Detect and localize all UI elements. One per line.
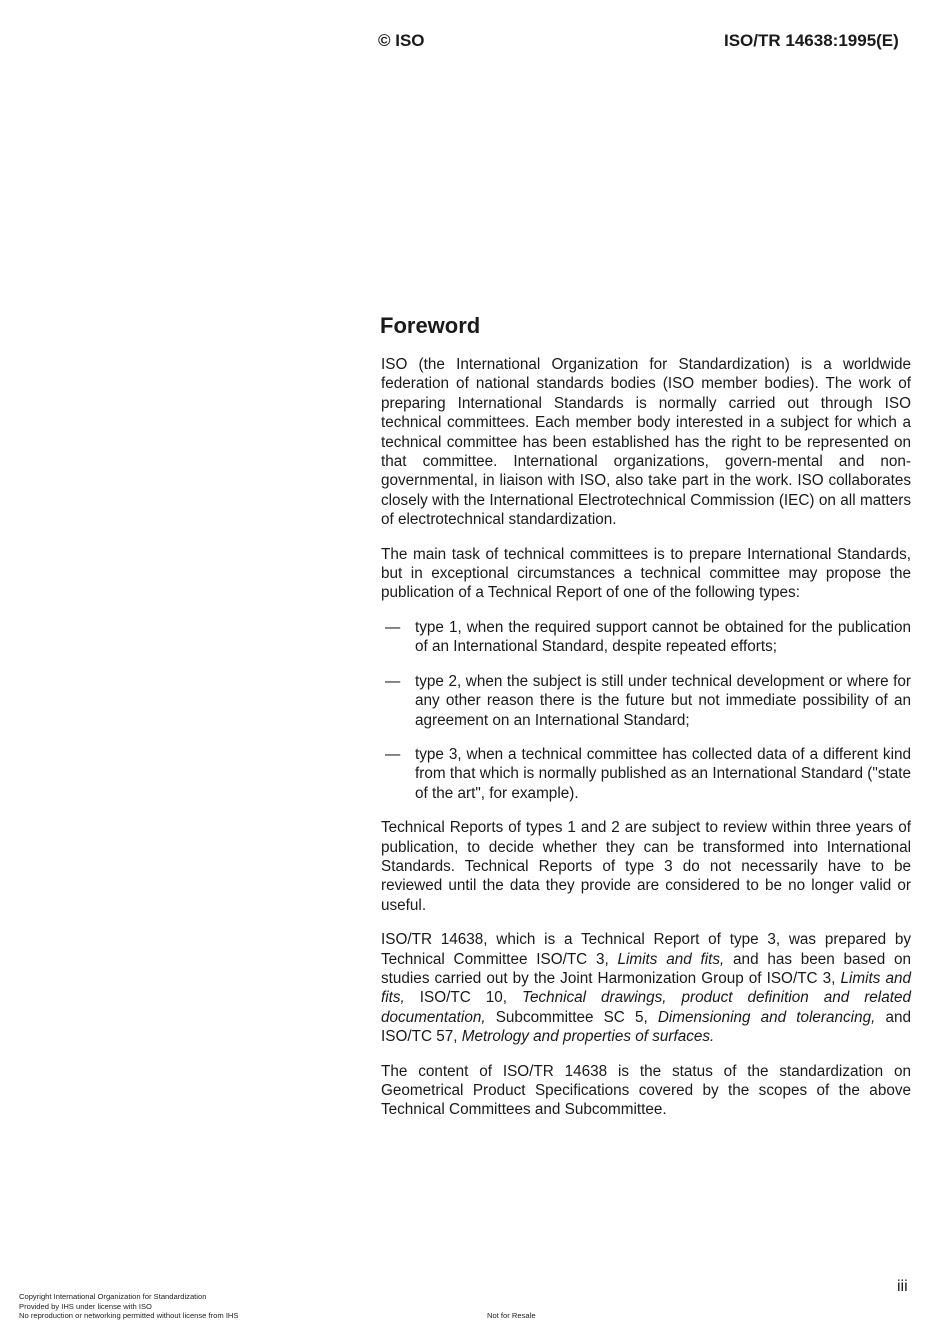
list-item	[381, 618, 911, 657]
text-run: ISO/TR 14638, which is a Technical Report of type 3, was prepared by Technical Committee ISO/TC 3,	[381, 931, 911, 968]
footer-line: Copyright International Organization for Standardization	[19, 1292, 207, 1301]
italic-committee-title: Metrology and properties of surfaces.	[461, 1028, 715, 1046]
header-copyright: © ISO	[378, 31, 425, 50]
paragraph-review: Technical Reports of types 1 and 2 are subject to review within three years of publication, to decide whether they can be transformed into International Standards. Technical Reports of type 3 do not necessarily have to be reviewed until the data they provide are considered to be no longer valid or useful.	[381, 819, 911, 914]
text-run: Subcommittee SC 5,	[485, 1008, 658, 1026]
paragraph-preparation	[381, 930, 911, 1046]
paragraph-content: The content of ISO/TR 14638 is the status of the standardization on Geometrical Product Specifications covered by the scopes of the above Technical Committees and Subcommittee.	[381, 1062, 911, 1119]
footer-line: Provided by IHS under license with ISO	[19, 1301, 152, 1311]
dash-bullet: —	[385, 745, 401, 763]
foreword-body	[381, 355, 911, 1135]
copyright-footer	[19, 1292, 238, 1321]
page-number: iii	[897, 1278, 908, 1295]
page-title: Foreword	[380, 313, 481, 338]
dash-bullet: —	[385, 672, 401, 690]
italic-committee-title: Limits and fits,	[617, 950, 725, 968]
italic-committee-title: Limits and fits,	[381, 969, 911, 1007]
list-item-text: type 2, when the subject is still under technical development or where for any other reason there is the future but not immediate possibility of an agreement on an International Standard;	[415, 672, 911, 729]
italic-committee-title: Dimensioning and tolerancing,	[657, 1008, 876, 1026]
not-for-resale-notice: Not for Resale	[487, 1311, 536, 1320]
text-run: and has been based on studies carried out by the Joint Harmonization Group of ISO/TC 3,	[381, 950, 911, 987]
list-item-text: type 1, when the required support cannot be obtained for the publication of an International Standard, despite repeated efforts;	[415, 618, 911, 656]
footer-line: No reproduction or networking permitted without license from IHS	[19, 1311, 239, 1320]
dash-bullet: —	[385, 618, 401, 636]
paragraph-iso-intro: ISO (the International Organization for Standardization) is a worldwide federation of national standards bodies (ISO member bodies). The work of preparing International Standards is normally carried out through ISO technical committees. Each member body interested in a subject for which a technical committee has been established has the right to be represented on that committee. International organizations, govern-mental and non-governmental, in liaison with ISO, also take part in the work. ISO collaborates closely with the International Electrotechnical Commission (IEC) on all matters of electrotechnical standardization.	[381, 356, 911, 529]
text-run: and ISO/TC 57,	[381, 1008, 911, 1046]
header-document-number: ISO/TR 14638:1995(E)	[724, 31, 899, 50]
paragraph-main-task: The main task of technical committees is to prepare International Standards, but in exceptional circumstances a technical committee may propose the publication of a Technical Report of one of the following types:	[381, 545, 911, 602]
text-run: ISO/TC 10,	[404, 989, 522, 1007]
list-item	[381, 672, 911, 730]
list-item	[381, 745, 911, 803]
list-item-text: type 3, when a technical committee has collected data of a different kind from that which is normally published as an International Standard ("state of the art", for example).	[415, 745, 911, 802]
report-types-list	[381, 618, 911, 803]
italic-committee-title: Technical drawings, product definition and related documentation,	[381, 989, 911, 1026]
